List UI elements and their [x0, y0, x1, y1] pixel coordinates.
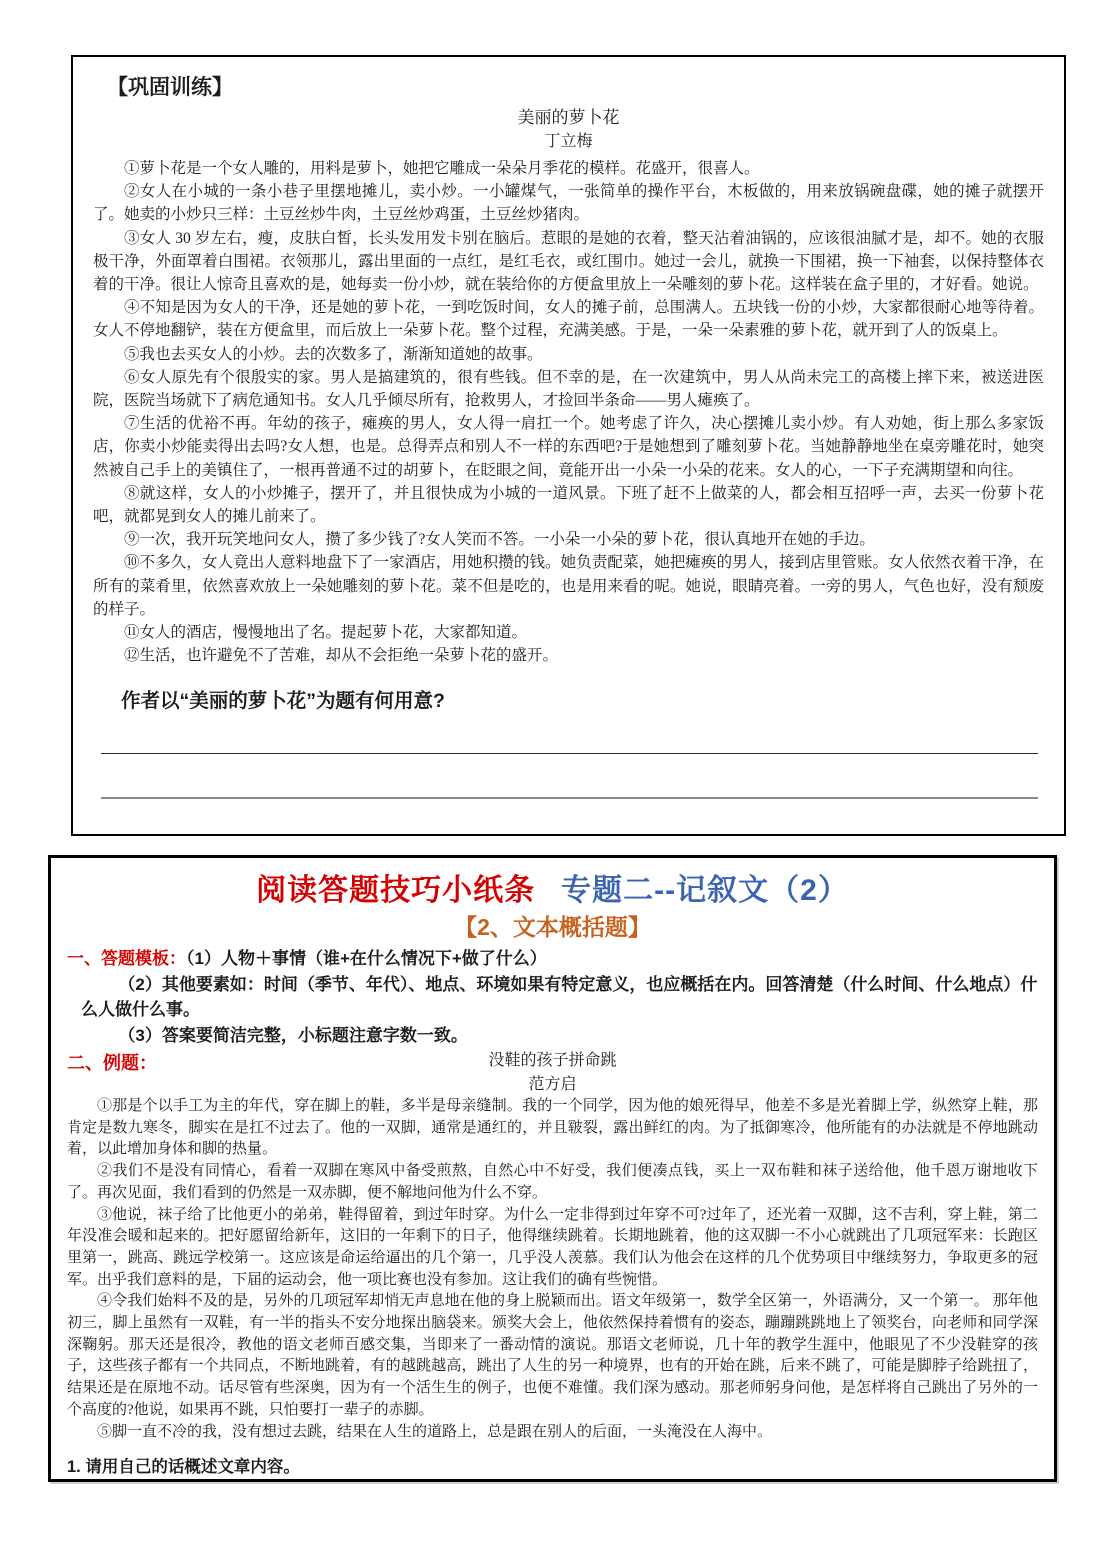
- passage-paragraph: ⑧就这样，女人的小炒摊子，摆开了，并且很快成为小城的一道风景。下班了赶不上做菜的人，都会相互招呼一声，去买一份萝卜花吧，就都晃到女人的摊儿前来了。: [93, 484, 1044, 526]
- passage-title: 美丽的萝卜花: [517, 108, 620, 127]
- exercise-question: 作者以“美丽的萝卜花”为题有何用意?: [121, 690, 445, 713]
- example-title-row: [67, 1049, 1038, 1073]
- passage-paragraph: ⑦生活的优裕不再。年幼的孩子，瘫痪的男人，女人得一肩扛一个。她考虑了许久，决心摆摊儿卖小炒。有人劝她，街上那么多家饭店，你卖小炒能卖得出去吗?女人想，也是。总得弄点和别人不一样的东西吧?于是她想到了雕刻萝卜花。当她静静地坐在桌旁雕花时，她突然被自己手上的美镇住了，一根再普通不过的胡萝卜，在眨眼之间，竟能开出一小朵一小朵的花来。女人的心，一下子充满期望和向往。: [93, 415, 1044, 479]
- passage-paragraph: ①萝卜花是一个女人雕的，用料是萝卜，她把它雕成一朵朵月季花的模样。花盛开，很喜人。: [124, 160, 760, 177]
- answer-blank-line: [101, 797, 1038, 799]
- example-question: 1. 请用自己的话概述文章内容。: [67, 1458, 300, 1477]
- tips-header-main: 阅读答题技巧小纸条: [256, 874, 536, 907]
- answer-template-section: [67, 946, 1038, 1048]
- example-paragraph: ①那是个以手工为主的年代，穿在脚上的鞋，多半是母亲缝制。我的一个同学，因为他的娘死得早，他差不多是光着脚上学，纵然穿上鞋，那肯定是数九寒冬，脚实在是扛不过去了。他的一双脚，通常是通红的，并且皲裂，露出鲜红的肉。为了抵御寒冷，他所能有的办法就是不停地跳动着，以此增加身体和脚的热量。: [67, 1098, 1038, 1158]
- training-exercise-panel: [71, 55, 1066, 836]
- passage-paragraph: ④不知是因为女人的干净，还是她的萝卜花，一到吃饭时间，女人的摊子前，总围满人。五块钱一份的小炒，大家都很耐心地等待着。女人不停地翻铲，装在方便盒里，而后放上一朵萝卜花。整个过程，充满美感。于是，一朵一朵素雅的萝卜花，就开到了人的饭桌上。: [93, 299, 1044, 340]
- passage-paragraph: ⑫生活，也许避免不了苦难，却从不会拒绝一朵萝卜花的盛开。: [124, 647, 559, 665]
- template-row-1: [67, 946, 1038, 972]
- example-paragraph: ⑤脚一直不冷的我，没有想过去跳，结果在人生的道路上，总是跟在别人的后面，一头淹没在人海中。: [97, 1423, 773, 1440]
- passage-paragraph: ⑨一次，我开玩笑地问女人，攒了多少钱了?女人笑而不答。一小朵一小朵的萝卜花，很认真地开在她的手边。: [124, 531, 875, 549]
- passage-paragraph: ⑥女人原先有个很殷实的家。男人是搞建筑的，很有些钱。但不幸的是，在一次建筑中，男人从尚未完工的高楼上摔下来，被送进医院，医院当场就下了病危通知书。女人几乎倾尽所有，抢救男人，才捡回半条命——男人瘫痪了。: [93, 368, 1044, 410]
- template-label: 一、答题模板：: [67, 949, 186, 968]
- example-passage-body: [67, 1096, 1038, 1443]
- section-label: 【巩固训练】: [107, 76, 233, 99]
- example-passage-author: 范方启: [528, 1076, 577, 1093]
- tips-header-topic: 专题二--记叙文（2）: [561, 874, 849, 907]
- tips-header: [67, 872, 1038, 910]
- passage-body: [93, 157, 1044, 667]
- template-item-2: （2）其他要素如：时间（季节、年代）、地点、环境如果有特定意义，也应概括在内。回答清楚（什么时间、什么地点）什么人做什么事。: [81, 974, 1038, 1019]
- example-paragraph: ④令我们始料不及的是，另外的几项冠军却悄无声息地在他的身上脱颖而出。语文年级第一，数学全区第一，外语满分，又一个第一。 那年他初三，脚上虽然有一双鞋，有一半的指头不安分地探出脑袋来。颁奖大会上，他依然保持着惯有的姿态，蹦蹦跳跳地上了领奖台，向老师和同学深深鞠躬。那天还是很冷，教他的语文老师百感交集，当即来了一番动情的演说。那语文老师说，几十年的教学生涯中，他眼见了不少没鞋穿的孩子，这些孩子都有一个共同点，不断地跳着，有的越跳越高，跳出了人生的另一种境界，也有的开始在跳，后来不跳了，可能是脚脖子给跳扭了，结果还是在原地不动。话尽管有些深奥，因为有一个活生生的例子，也便不难懂。我们深为感动。那老师躬身问他，是怎样将自己跳出了另外的一个高度的?他说，如果再不跳，只怕要打一辈子的赤脚。: [67, 1293, 1038, 1418]
- passage-paragraph: ③女人 30 岁左右，瘦，皮肤白皙，长头发用发卡别在脑后。惹眼的是她的衣着，整天沾着油锅的，应该很油腻才是，却不。她的衣服极干净，外面罩着白围裙。衣领那儿，露出里面的一点红，是红毛衣，或红围巾。她过一会儿，就换一下围裙，换一下袖套，以保持整体衣着的干净。很让人惊奇且喜欢的是，她每卖一份小炒，就在装给你的方便盒里放上一朵雕刻的萝卜花。这样装在盒子里的，才好看。她说。: [93, 229, 1044, 294]
- example-paragraph: ③他说，袜子给了比他更小的弟弟，鞋得留着，到过年时穿。为什么一定非得到过年穿不可?过年了，还光着一双脚，这不吉利，穿上鞋，第二年没准会暖和起来的。把好愿留给新年，这旧的一年剩下的日子，他得继续跳着。长期地跳着，他的这双脚一不小心就跳出了几项冠军来：长跑区里第一，跳高、跳远学校第一。这应该是命运给逼出的几个第一，几乎没人羡慕。我们认为他会在这样的几个优势项目中继续努力，争取更多的冠军。出乎我们意料的是，下届的运动会，他一项比赛也没有参加。这让我们的确有些惋惜。: [67, 1206, 1038, 1288]
- example-label: 二、例题：: [67, 1053, 157, 1073]
- template-item-1: （1）人物＋事情（谁+在什么情况下+做了什么）: [186, 949, 547, 968]
- example-paragraph: ②我们不是没有同情心，看着一双脚在寒风中备受煎熬，自然心中不好受，我们便凑点钱，买上一双布鞋和袜子送给他，他千恩万谢地收下了。再次见面，我们看到的仍然是一双赤脚，便不解地问他为什么不穿。: [67, 1163, 1038, 1201]
- reading-tips-panel: [48, 855, 1057, 1482]
- passage-paragraph: ⑤我也去买女人的小炒。去的次数多了，渐渐知道她的故事。: [124, 345, 543, 363]
- passage-paragraph: ⑩不多久，女人竟出人意料地盘下了一家酒店，用她积攒的钱。她负责配菜，她把瘫痪的男人，接到店里管账。女人依然衣着干净，在所有的菜肴里，依然喜欢放上一朵她雕刻的萝卜花。菜不但是吃的，也是用来看的呢。她说，眼睛亮着。一旁的男人，气色也好，没有颓废的样子。: [93, 554, 1044, 618]
- example-passage-title: 没鞋的孩子拼命跳: [488, 1052, 617, 1069]
- answer-blank-line: [101, 753, 1038, 754]
- tips-subheader: 【2、文本概括题】: [454, 914, 651, 940]
- passage-author: 丁立梅: [544, 133, 593, 150]
- passage-paragraph: ②女人在小城的一条小巷子里摆地摊儿，卖小炒。一小罐煤气，一张简单的操作平台，木板做的，用来放锅碗盘碟，她的摊子就摆开了。她卖的小炒只三样：土豆丝炒牛肉，土豆丝炒鸡蛋，土豆丝炒猪肉。: [93, 183, 1044, 224]
- template-item-3: （3）答案要简洁完整，小标题注意字数一致。: [118, 1025, 468, 1045]
- passage-paragraph: ⑪女人的酒店，慢慢地出了名。提起萝卜花，大家都知道。: [124, 624, 528, 642]
